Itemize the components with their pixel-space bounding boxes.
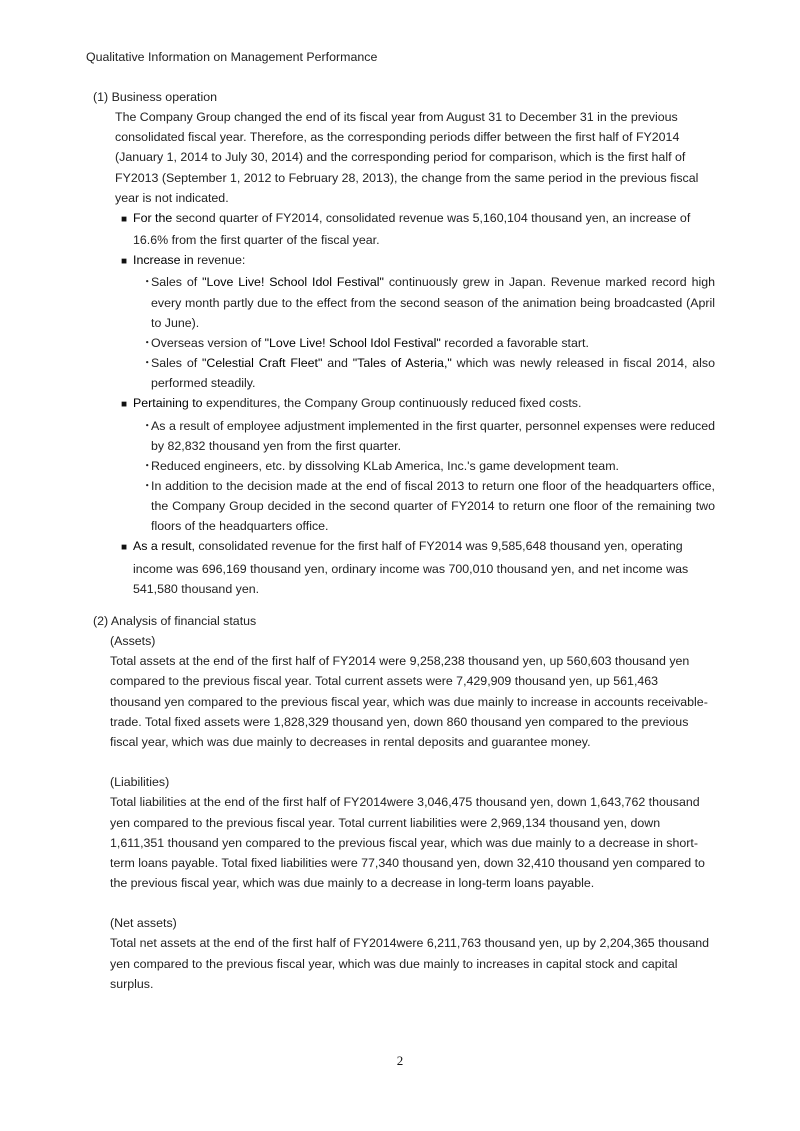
dot-bullet-icon: ・ — [141, 478, 154, 493]
net-assets-heading: (Net assets) — [110, 916, 177, 931]
dot-bullet-icon: ・ — [141, 356, 154, 371]
dot-bullet-icon: ・ — [141, 275, 154, 290]
section-business-operation — [93, 87, 718, 599]
list-item — [141, 353, 715, 393]
business-intro-paragraph: The Company Group changed the end of its fiscal year from August 31 to December 31 in the previous consolidated fiscal year. Therefore, as the corresponding periods differ between the first half of FY2014 (January 1, 2014 to July 30, 2014) and the corresponding period for comparison, which is the first half of FY2013 (September 1, 2012 to February 28, 2013), the change from the same period in the previous fiscal year is not indicated. — [115, 110, 699, 205]
list-item — [141, 333, 715, 353]
bullet-lead: As a result, — [133, 539, 195, 554]
page-title: Qualitative Information on Management Performance — [86, 50, 378, 64]
bullet-result — [121, 536, 714, 598]
game-title: "Celestial Craft Fleet" — [202, 356, 323, 371]
square-bullet-icon: ■ — [121, 399, 128, 411]
spacer — [110, 893, 710, 913]
bullet-lead: Increase in — [133, 253, 194, 268]
list-item — [141, 456, 715, 476]
bullet-lead: For the — [133, 210, 173, 225]
dot-bullet-icon: ・ — [141, 335, 154, 350]
bullet-text: revenue: — [193, 253, 246, 268]
game-title: "Love Live! School Idol Festival" — [202, 275, 384, 290]
list-item — [141, 272, 715, 332]
item-text: In addition to the decision made at the end of fiscal 2013 to return one floor of the headquarters office, the Company Group decided in the second quarter of FY2014 to return one floor of the remaining two floors of the headquarters office. — [151, 478, 715, 534]
bullet-text: consolidated revenue for the first half of FY2014 was 9,585,648 thousand yen, operating income was 696,169 thousand yen, ordinary income was 700,010 thousand yen, and net income was 541,580 thousand yen. — [133, 539, 689, 596]
item-text: which was newly released in fiscal 2014, also performed steadily. — [151, 356, 715, 391]
section-heading: (2) Analysis of financial status — [93, 614, 257, 628]
bullet-text: second quarter of FY2014, consolidated revenue was 5,160,104 thousand yen, an increase of 16.6% from the first quarter of the fiscal year. — [133, 210, 691, 248]
list-item — [141, 476, 715, 536]
item-text: recorded a favorable start. — [440, 335, 589, 350]
square-bullet-icon: ■ — [121, 213, 128, 225]
dot-bullet-icon: ・ — [141, 418, 154, 433]
game-title: "Tales of Asteria," — [352, 356, 452, 371]
bullet-text: expenditures, the Company Group continuously reduced fixed costs. — [202, 396, 582, 411]
net-assets-paragraph: Total net assets at the end of the first half of FY2014were 6,211,763 thousand yen, up by 2,204,365 thousand yen compared to the previous fiscal year, which was due mainly to increases in capital stock and capital surplus. — [110, 936, 710, 991]
revenue-detail-list — [141, 272, 715, 393]
bullet-increase-revenue — [121, 250, 714, 272]
item-text: Sales of — [151, 275, 203, 290]
game-title: "Love Live! School Idol Festival" — [264, 335, 441, 350]
bullet-expenditures — [121, 393, 714, 415]
dot-bullet-icon: ・ — [141, 458, 154, 473]
assets-paragraph: Total assets at the end of the first half of FY2014 were 9,258,238 thousand yen, up 560,603 thousand yen compared to the previous fiscal year. Total current assets were 7,429,909 thousand yen, up 561,463 thousand yen compared to the previous fiscal year, which was due mainly to increase in accounts receivable-trade. Total fixed assets were 1,828,329 thousand yen, down 860 thousand yen compared to the previous fiscal year, which was due mainly to decreases in rental deposits and guarantee money. — [110, 654, 708, 749]
section-heading: (1) Business operation — [93, 90, 217, 104]
spacer — [110, 752, 710, 772]
square-bullet-icon: ■ — [121, 542, 128, 554]
liabilities-heading: (Liabilities) — [110, 775, 170, 790]
liabilities-paragraph: Total liabilities at the end of the first half of FY2014were 3,046,475 thousand yen, down 1,643,762 thousand yen compared to the previous fiscal year. Total current liabilities were 2,969,134 thousand yen, down 1,611,351 thousand yen compared to the previous fiscal year, which was due mainly to a decrease in short-term loans payable. Total fixed liabilities were 77,340 thousand yen, down 32,410 thousand yen compared to the previous fiscal year, which was due mainly to a decrease in long-term loans payable. — [110, 795, 705, 891]
bullet-revenue — [121, 208, 714, 250]
item-text: As a result of employee adjustment implemented in the first quarter, personnel expenses were reduced by 82,832 thousand yen from the first quarter. — [151, 418, 715, 453]
expenditure-detail-list — [141, 416, 715, 537]
item-text: Reduced engineers, etc. by dissolving KLab America, Inc.'s game development team. — [151, 458, 619, 473]
section-financial-status — [93, 611, 718, 994]
business-bullets — [121, 208, 714, 599]
bullet-lead: Pertaining to — [133, 396, 203, 411]
square-bullet-icon: ■ — [121, 256, 128, 268]
assets-heading: (Assets) — [110, 634, 156, 649]
item-text: continuously grew in Japan. Revenue marked record high every month partly due to the effect from the second season of the animation being broadcasted (April to June). — [151, 275, 715, 330]
item-text: Overseas version of — [151, 335, 265, 350]
list-item — [141, 416, 715, 456]
assets-block — [110, 631, 710, 994]
item-text: Sales of — [151, 356, 202, 371]
item-text: and — [322, 356, 353, 371]
page-number: 2 — [396, 1053, 404, 1068]
